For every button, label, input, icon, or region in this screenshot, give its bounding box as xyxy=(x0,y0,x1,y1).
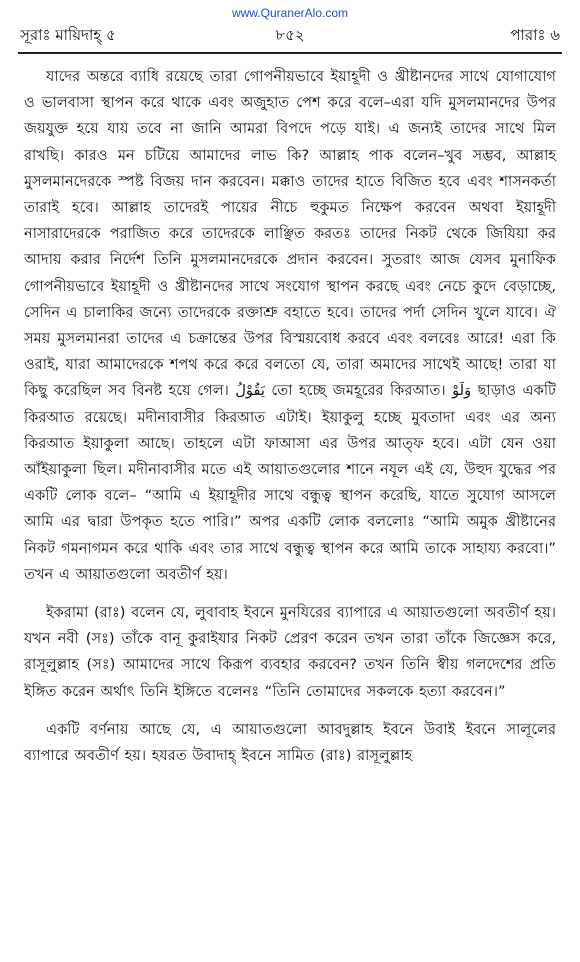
para-label: পারাঃ ৬ xyxy=(510,26,560,44)
page-number: ৮৫২ xyxy=(275,26,305,44)
paragraph: ইকরামা (রাঃ) বলেন যে, লুবাবাহ ইবনে মুনযিরের ব্যাপারে এ আয়াতগুলো অবতীর্ণ হয়। যখন নবী (সঃ) তাঁকে বানূ কুরাইযার নিকট প্রেরণ করেন তখন তারা তাঁকে জিজ্ঞেস করে, রাসূলুল্লাহ (সঃ) আমাদের সাথে কিরূপ ব্যবহার করবেন? তখন তিনি স্বীয় গলদেশের প্রতি ইঙ্গিত করেন অর্থাৎ তিনি ইঙ্গিতে বলেনঃ “তিনি তোমাদের সকলকে হত্যা করবেন।” xyxy=(24,604,556,700)
page-body xyxy=(24,64,556,769)
page-header xyxy=(20,24,560,50)
header-divider xyxy=(18,52,562,54)
website-watermark: www.QuranerAlo.com xyxy=(231,6,349,20)
paragraph: যাদের অন্তরে ব্যাধি রয়েছে তারা গোপনীয়ভাবে ইয়াহূদী ও খ্রীষ্টানদের সাথে যোগাযোগ ও ভালবাসা স্থাপন করে থাকে এবং অজুহাত পেশ করে বলে–এরা যদি মুসলমানদের উপর জয়যুক্ত হয়ে যায় তবে না জানি আমরা বিপদে পড়ে যাই। এ জন্যই তাদের সাথে মিল রাখছি। কারও মন চটিয়ে আমাদের লাভ কি? আল্লাহ পাক বলেন–খুব সম্ভব, আল্লাহ মুসলমানদেরকে স্পষ্ট বিজয় দান করবেন। মক্কাও তাদের হাতে বিজিত হবে এবং শাসনকর্তা তারাই হবে। আল্লাহ তাদেরই পায়ের নীচে হুকুমত নিক্ষেপ করবেন অথবা ইয়াহূদী নাসারাদেরকে পরাজিত করে তাদেরকে লাঞ্ছিত করতঃ তাদের নিকট থেকে জিযিয়া কর আদায় করার নির্দেশ তিনি মুসলমানদেরকে প্রদান করবেন। সুতরাং আজ যেসব মুনাফিক গোপনীয়ভাবে ইয়াহূদী ও খ্রীষ্টানদের সাথে সংযোগ স্থাপন করছে এবং নেচে কুদে বেড়াচ্ছে, সেদিন এ চালাকির জন্যে তাদেরকে রক্তাশ্রু বহাতে হবে। তাদের পর্দা সেদিন খুলে যাবে। ঐ সময় মুসলমানরা তাদের এ চক্রান্তের উপর বিস্ময়বোধ করবে এবং বলবেঃ আরে! এরা কি ওরাই, যারা আমাদেরকে শপথ করে করে বলতো যে, তারা অমাদের সাথেই আছে! তারা যা কিছু করেছিল সব বিনষ্ট হয়ে গেল। يَقُوْلُ তো হচ্ছে জমহূরের কিরআত। وَلَوْ ছাড়াও একটি কিরআত রয়েছে। মদীনাবাসীর কিরআত এটাই। ইয়াকুলু হচ্ছে মুবতাদা এবং এর অন্য কিরআত ইয়াকুলা আছে। তাহলে এটা ফাআসা এর উপর আত্ফ হবে। এটা যেন ওয়া আঁইয়াকুলা ছিল। মদীনাবাসীর মতে এই আয়াতগুলোর শানে নযূল এই যে, উহুদ যুদ্ধের পর একটি লোক বলে– “আমি এ ইয়াহূদীর সাথে বন্ধুত্ব স্থাপন করেছি, যাতে সুযোগ আসলে আমি এর দ্বারা উপকৃত হতে পারি।” অপর একটি লোক বললোঃ “আমি অমুক খ্রীষ্টানের নিকট গমনাগমন করে থাকি এবং তার সাথে বন্ধুত্ব স্থাপন করে আমি তাকে সাহায্য করবো।” তখন এ আয়াতগুলো অবতীর্ণ হয়। xyxy=(24,68,556,583)
paragraph: একটি বর্ণনায় আছে যে, এ আয়াতগুলো আবদুল্লাহ ইবনে উবাই ইবনে সালূলের ব্যাপারে অবতীর্ণ হয়। হযরত উবাদাহ্ ইবনে সামিত (রাঃ) রাসূলুল্লাহ xyxy=(24,720,556,765)
surah-label: সূরাঃ মায়িদাহ্ ৫ xyxy=(20,26,116,44)
